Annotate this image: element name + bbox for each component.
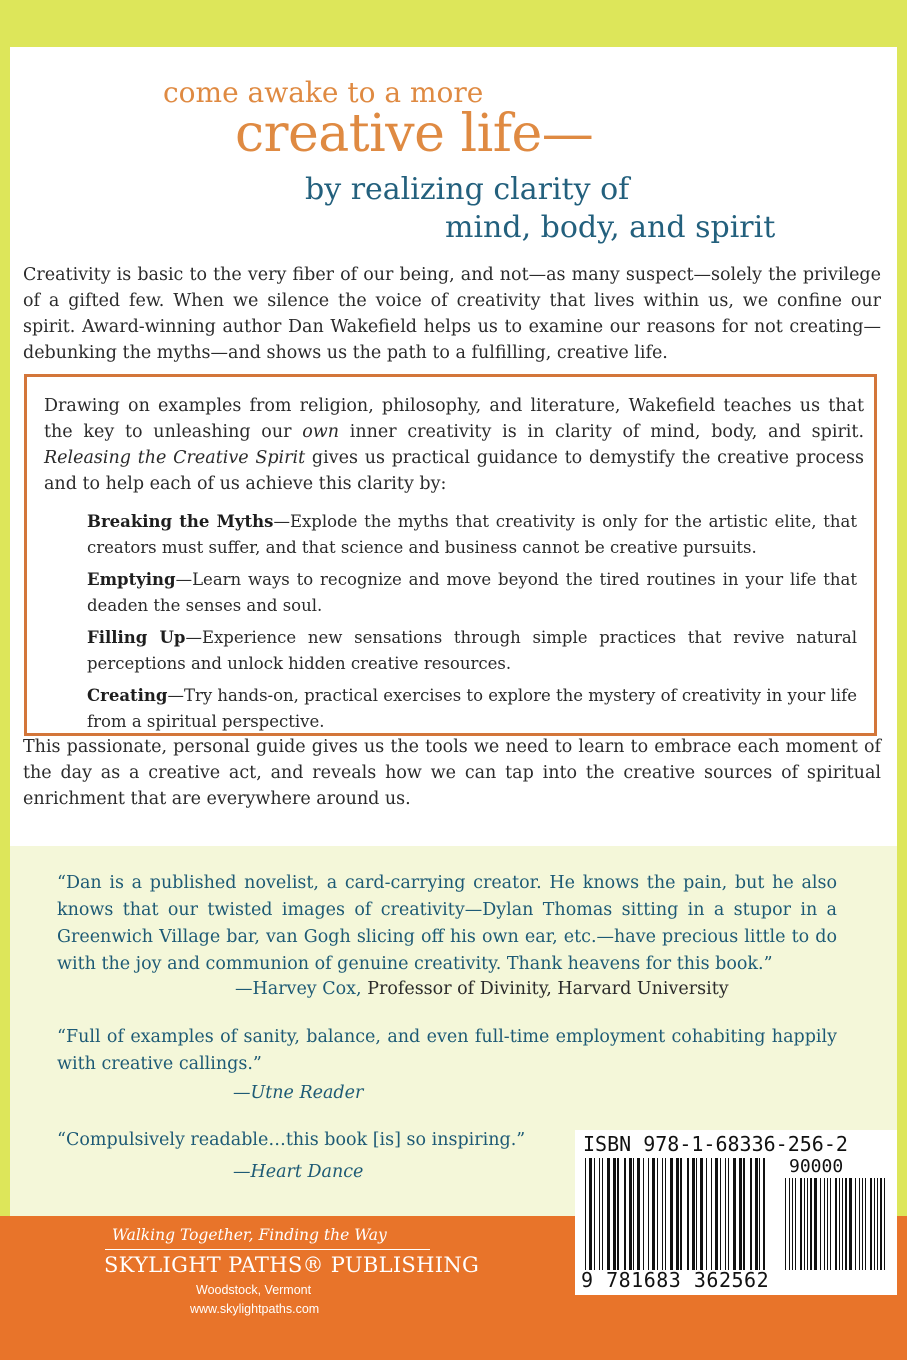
lead-own-emphasis: own xyxy=(302,422,340,442)
attribution-name: —Utne Reader xyxy=(233,1083,364,1103)
quote-attribution xyxy=(233,1162,363,1182)
bullet-text: —Learn ways to recognize and move beyond the tired routines in your life that deaden the senses and soul. xyxy=(87,570,857,615)
headline-line-2: creative life— xyxy=(235,104,594,164)
barcode-block xyxy=(575,1130,897,1295)
bullet-list xyxy=(87,509,857,741)
bullet-item xyxy=(87,625,857,677)
headline-line-1: come awake to a more xyxy=(163,76,484,109)
ean-barcode-icon xyxy=(585,1158,765,1270)
bullet-term: Filling Up xyxy=(87,628,186,647)
ean-number: 9 781683 362562 xyxy=(581,1268,770,1292)
feature-box xyxy=(24,374,877,736)
lead-text-b: inner creativity is in clarity of mind, body, and spirit. xyxy=(339,422,865,442)
price-code: 90000 xyxy=(789,1156,844,1177)
bullet-item xyxy=(87,509,857,561)
attribution-name: —Harvey Cox, xyxy=(235,979,362,999)
box-lead-paragraph xyxy=(44,393,864,497)
bullet-item xyxy=(87,683,857,735)
publisher-location: Woodstock, Vermont xyxy=(196,1283,312,1297)
outro-paragraph: This passionate, personal guide gives us the tools we need to learn to embrace each moment of the day as a creative act, and reveals how we can tap into the creative sources of spiritual enrichment that are everywhere around us. xyxy=(23,737,881,809)
isbn-label: ISBN 978-1-68336-256-2 xyxy=(583,1132,848,1156)
quote-text: “Compulsively readable…this book [is] so inspiring.” xyxy=(57,1130,526,1150)
bullet-term: Emptying xyxy=(87,570,176,589)
footer-divider xyxy=(105,1249,430,1250)
bullet-text: —Experience new sensations through simple practices that revive natural perceptions and unlock hidden creative resources. xyxy=(87,628,857,673)
lead-text-c: gives us practical guidance to demystify the creative process and to help each of us achieve this clarity by: xyxy=(44,448,864,494)
publisher-tagline: Walking Together, Finding the Way xyxy=(112,1226,387,1244)
intro-paragraph: Creativity is basic to the very fiber of our being, and not—as many suspect—solely the privilege of a gifted few. When we silence the voice of creativity that lives within us, we confine our spirit. Award-winning author Dan Wakefield helps us to examine our reasons for not creating—debunking the myths—and shows us the path to a fulfilling, creative life. xyxy=(23,265,881,363)
quote-text: “Full of examples of sanity, balance, and even full-time employment cohabiting happily with creative callings.” xyxy=(57,1027,837,1074)
bullet-text: —Try hands-on, practical exercises to explore the mystery of creativity in your life from a spiritual perspective. xyxy=(87,686,857,731)
headline-line-4: mind, body, and spirit xyxy=(445,210,776,245)
attribution-role: Professor of Divinity, Harvard University xyxy=(361,979,729,999)
quote-attribution xyxy=(233,1083,363,1103)
bullet-term: Breaking the Myths xyxy=(87,512,274,531)
addon-barcode-icon xyxy=(785,1178,885,1270)
headline-line-3: by realizing clarity of xyxy=(305,172,630,207)
lead-text-a: Drawing on examples from religion, philosophy, and literature, Wakefield teaches us that the key to unleashing our xyxy=(44,396,864,442)
bullet-term: Creating xyxy=(87,686,168,705)
bullet-item xyxy=(87,567,857,619)
publisher-name: SKYLIGHT PATHS® PUBLISHING xyxy=(104,1253,480,1277)
book-title: Releasing the Creative Spirit xyxy=(44,448,306,468)
attribution-name: —Heart Dance xyxy=(233,1162,364,1182)
bullet-text: —Explode the myths that creativity is only for the artistic elite, that creators must suffer, and that science and business cannot be creative pursuits. xyxy=(87,512,857,557)
quote-text: “Dan is a published novelist, a card-carrying creator. He knows the pain, but he also knows that our twisted images of creativity—Dylan Thomas sitting in a stupor in a Greenwich Village bar, van Gogh slicing off his own ear, etc.—have precious little to do with the joy and communion of genuine creativity. Thank heavens for this book.” xyxy=(57,873,837,974)
publisher-website: www.skylightpaths.com xyxy=(190,1302,320,1316)
quote-attribution xyxy=(235,979,729,999)
